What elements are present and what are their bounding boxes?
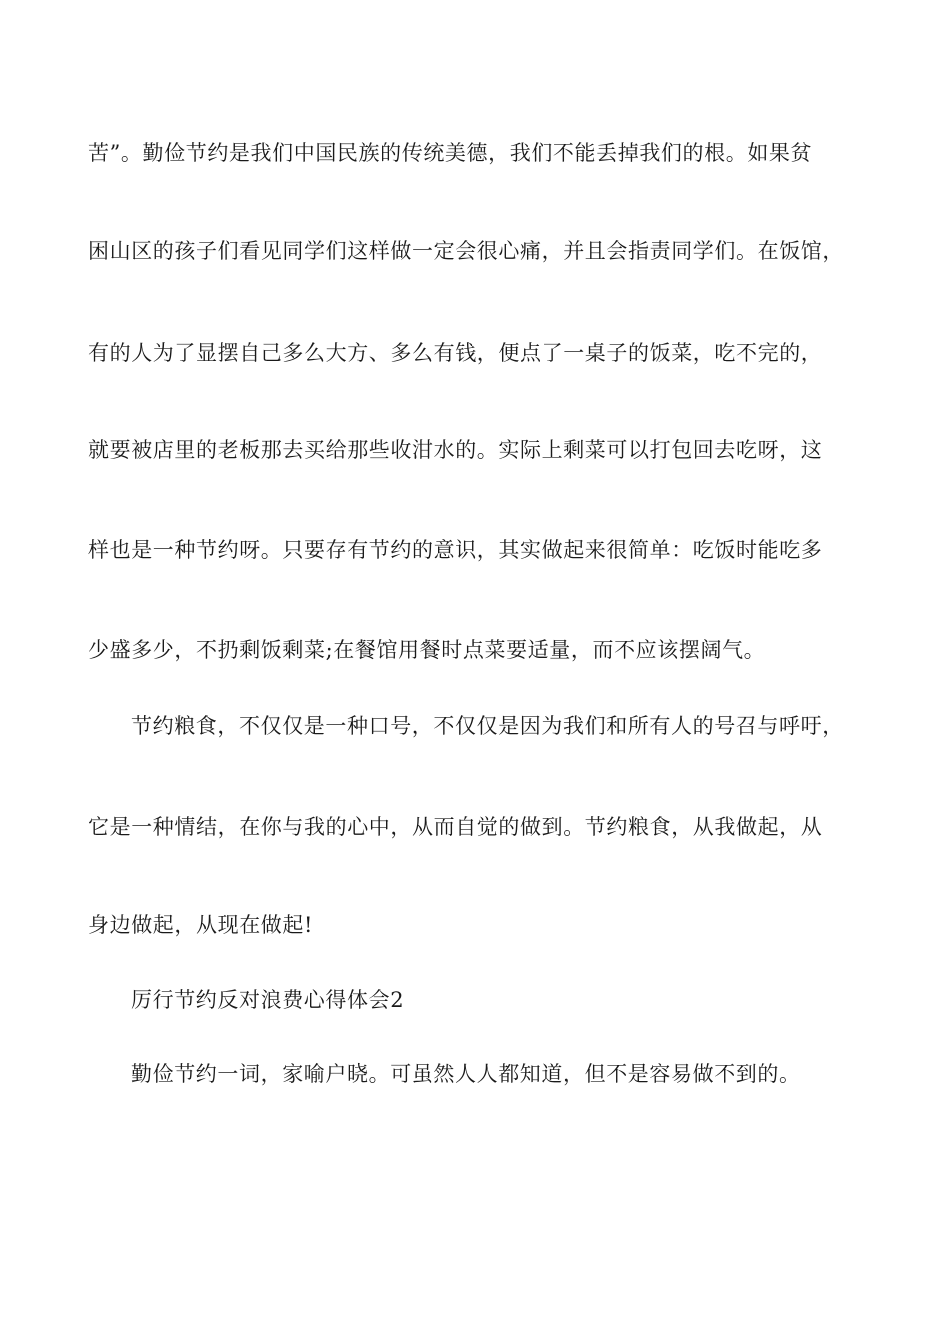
paragraph-line: 有的人为了显摆自己多么大方、多么有钱，便点了一桌子的饭菜，吃不完的， — [88, 341, 823, 365]
paragraph-line: 勤俭节约一词，家喻户晓。可虽然人人都知道，但不是容易做不到的。 — [131, 1062, 801, 1086]
section-heading: 厉行节约反对浪费心得体会2 — [131, 988, 405, 1012]
paragraph-line: 节约粮食，不仅仅是一种口号，不仅仅是因为我们和所有人的号召与呼吁， — [131, 714, 844, 738]
paragraph-line: 困山区的孩子们看见同学们这样做一定会很心痛，并且会指责同学们。在饭馆， — [88, 239, 844, 263]
paragraph-line: 就要被店里的老板那去买给那些收泔水的。实际上剩菜可以打包回去吃呀，这 — [88, 438, 823, 462]
paragraph-line: 样也是一种节约呀。只要存有节约的意识，其实做起来很简单：吃饭时能吃多 — [88, 538, 823, 562]
paragraph-line: 苦”。勤俭节约是我们中国民族的传统美德，我们不能丢掉我们的根。如果贫 — [88, 141, 813, 165]
paragraph-line: 它是一种情结，在你与我的心中，从而自觉的做到。节约粮食，从我做起，从 — [88, 815, 823, 839]
paragraph-line: 少盛多少，不扔剩饭剩菜;在餐馆用餐时点菜要适量，而不应该摆阔气。 — [88, 638, 766, 662]
paragraph-line: 身边做起，从现在做起! — [88, 913, 314, 937]
